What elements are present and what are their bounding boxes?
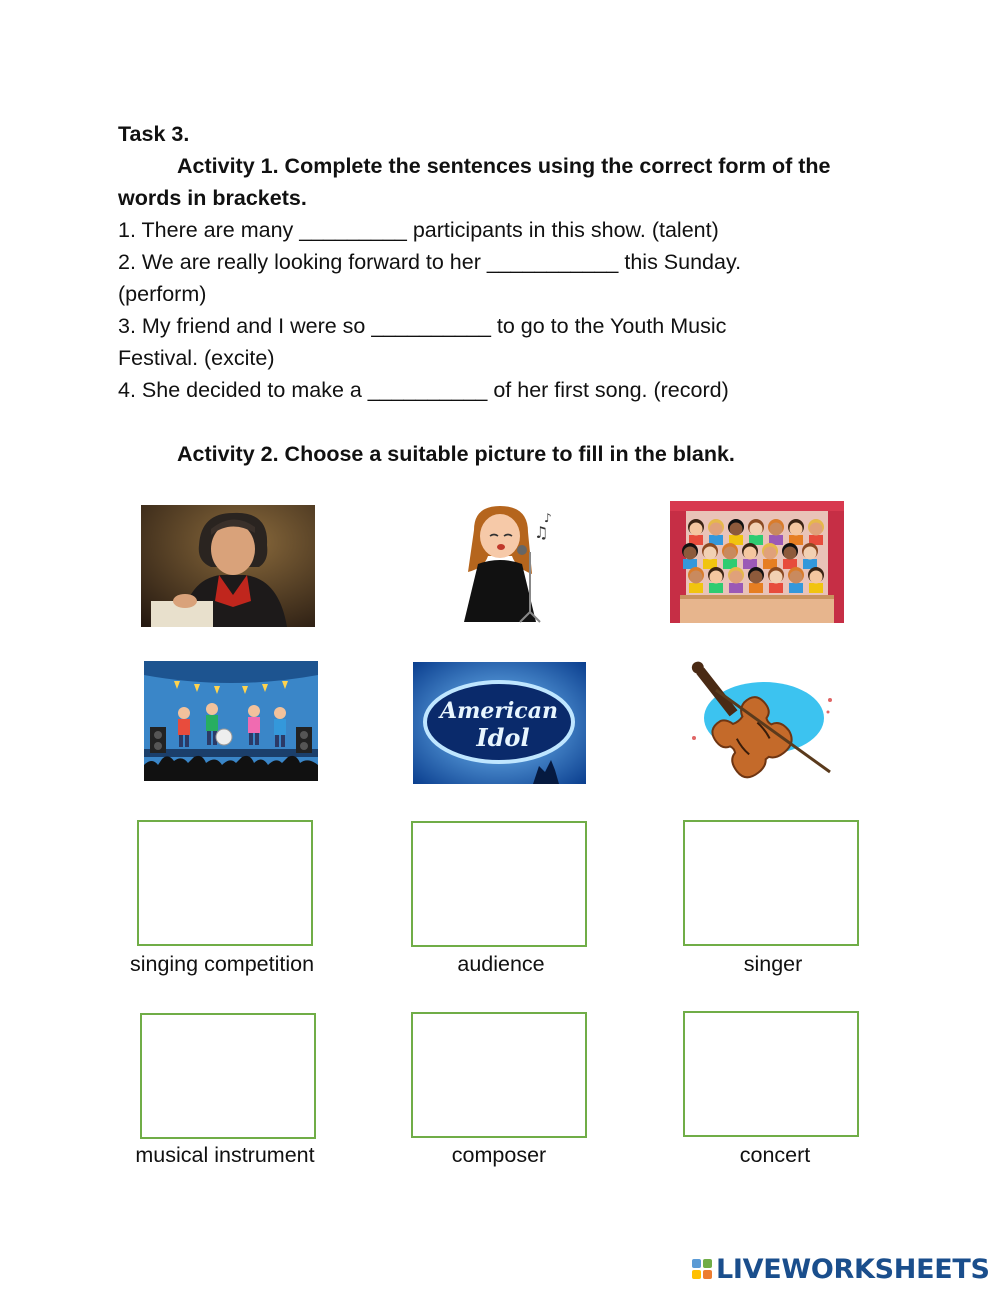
audience-member-face xyxy=(810,571,823,584)
audience-member-body xyxy=(789,583,803,593)
audience-member-face xyxy=(810,523,823,536)
label-singer: singer xyxy=(743,952,803,976)
sentence-2-continued: (perform) xyxy=(118,282,207,306)
audience-member-face xyxy=(710,571,723,584)
violin-picture[interactable] xyxy=(680,660,848,784)
answer-box-singing-competition[interactable] xyxy=(137,820,313,946)
audience-member-face xyxy=(724,547,737,560)
american-idol-text-line2: Idol xyxy=(476,723,530,752)
american-idol-text-line1: American xyxy=(440,698,558,724)
label-musical-instrument: musical instrument xyxy=(135,1143,315,1167)
audience-member-body xyxy=(749,583,763,593)
concert-icon xyxy=(144,661,318,781)
answer-box-concert[interactable] xyxy=(683,1011,859,1137)
audience-member-face xyxy=(770,523,783,536)
composer-portrait-picture[interactable] xyxy=(141,505,315,627)
audience-member-face xyxy=(750,571,763,584)
audience-picture[interactable] xyxy=(670,501,844,623)
answer-box-composer[interactable] xyxy=(411,1012,587,1138)
american-idol-picture[interactable] xyxy=(413,662,586,784)
singer-icon xyxy=(412,500,588,627)
audience-member-body xyxy=(769,583,783,593)
audience-member-body xyxy=(689,583,703,593)
answer-box-singer[interactable] xyxy=(683,820,859,946)
audience-member-face xyxy=(770,571,783,584)
label-singing-competition: singing competition xyxy=(129,952,315,976)
liveworksheets-logo xyxy=(692,1254,990,1284)
answer-box-musical-instrument[interactable] xyxy=(140,1013,316,1139)
liveworksheets-logo-text: LIVEWORKSHEETS xyxy=(716,1253,990,1285)
audience-member-face xyxy=(690,523,703,536)
audience-member-face xyxy=(704,547,717,560)
audience-member-face xyxy=(690,571,703,584)
american-idol-icon xyxy=(413,662,586,784)
audience-member-face xyxy=(730,571,743,584)
sentence-3-continued: Festival. (excite) xyxy=(118,346,275,370)
label-concert: concert xyxy=(739,1143,811,1167)
svg-text:♫: ♫ xyxy=(534,523,549,542)
audience-icon xyxy=(670,501,844,623)
sentence-1: 1. There are many _________ participants in this show. (talent) xyxy=(118,218,719,242)
composer-portrait-icon xyxy=(141,505,315,627)
audience-member-body xyxy=(729,583,743,593)
sentence-4: 4. She decided to make a __________ of her first song. (record) xyxy=(118,378,729,402)
audience-member-body xyxy=(809,583,823,593)
activity1-title-line1: Activity 1. Complete the sentences using the correct form of the xyxy=(177,154,831,178)
audience-member-face xyxy=(790,571,803,584)
audience-member-face xyxy=(804,547,817,560)
liveworksheets-logo-icon xyxy=(692,1259,712,1279)
audience-member-face xyxy=(684,547,697,560)
audience-member-face xyxy=(750,523,763,536)
concert-picture[interactable] xyxy=(144,661,318,781)
label-composer: composer xyxy=(451,1143,547,1167)
audience-member-body xyxy=(709,583,723,593)
activity2-title: Activity 2. Choose a suitable picture to fill in the blank. xyxy=(177,442,735,466)
sentence-2: 2. We are really looking forward to her ___________ this Sunday. xyxy=(118,250,742,274)
audience-member-face xyxy=(764,547,777,560)
singer-picture[interactable] xyxy=(412,500,588,627)
activity1-title-line2: words in brackets. xyxy=(118,186,307,210)
violin-icon xyxy=(680,660,848,784)
audience-member-face xyxy=(744,547,757,560)
sentence-3: 3. My friend and I were so __________ to go to the Youth Music xyxy=(118,314,727,338)
audience-member-face xyxy=(790,523,803,536)
task-title: Task 3. xyxy=(118,122,190,146)
label-audience: audience xyxy=(457,952,545,976)
audience-member-face xyxy=(710,523,723,536)
answer-box-audience[interactable] xyxy=(411,821,587,947)
audience-member-face xyxy=(730,523,743,536)
svg-text:♪: ♪ xyxy=(544,511,552,525)
audience-member-face xyxy=(784,547,797,560)
